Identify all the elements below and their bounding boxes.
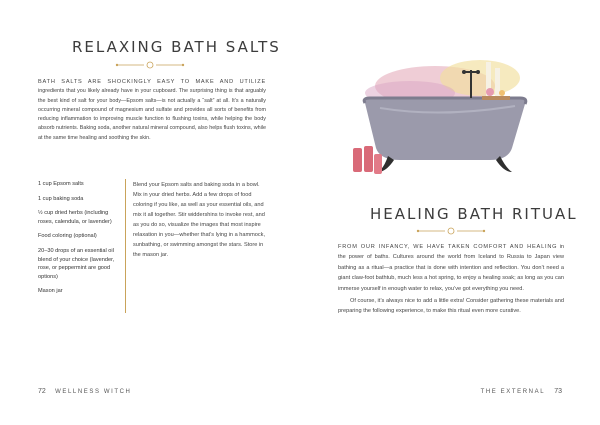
ingredient-item: ½ cup dried herbs (including roses, calendula, or lavender) [38,210,112,225]
page-footer [38,388,131,395]
ingredients-list [38,180,116,302]
intro-rest: ingredients that you likely already have in your cupboard. The surprising thing is that arguably the best kind of salt for your body—Epsom salts—is not actually a “salt” at all. It’s a naturally occurring mineral compound of magnesium and sulfate and provides all sorts of benefits from reducing inflammation to improving muscle function to flushing toxins, while helping the body absorb nutrients. Baking soda, another natural mineral compound, also helps flush toxins, while at the same time healing and soothing the skin. [38,88,266,141]
page-number: 73 [554,388,562,395]
ingredient-item: 1 cup Epsom salts [38,181,84,187]
page-number: 72 [38,388,46,395]
running-title: THE EXTERNAL [480,389,545,395]
bathtub-illustration [340,48,560,188]
ritual-body [338,242,564,317]
ritual-rest: in the power of baths. Cultures around the world from Iceland to Russia to Japan view bathing as a ritual—a practice that is done with intention and reflection. You don’t need a giant claw-foot bathtub, much less a hot spring, to enjoy a healing soak; as long as you can immerse yourself in enough water to relax, you’ve got everything you need. [338,244,564,292]
method-paragraph: Blend your Epsom salts and baking soda in a bowl. Mix in your dried herbs. Add a few drops of food coloring if you like, as well as your essential oils, and mix it all together. Stir widdershins to invoke rest, and as you do so, visualize the images that most inspire relaxation in you—whether that’s lying in a hammock, sunbathing, or swimming amongst the stars. Store in the mason jar. [133,182,266,258]
page-title: RELAXING BATH SALTS [72,38,281,56]
page-title: HEALING BATH RITUAL [370,205,578,223]
ingredient-item: 1 cup baking soda [38,195,84,202]
ingredient-item: Food coloring (optional) [38,233,97,240]
ritual-paragraph-2: Of course, it’s always nice to add a little extra! Consider gathering these materials and preparing the following experience, to make this ritual even more curative. [338,298,564,315]
divider-ornament [416,226,486,236]
running-title: WELLNESS WITCH [55,389,132,395]
intro-paragraph [38,78,266,143]
right-page [300,0,600,425]
divider-ornament [115,60,185,70]
ritual-lead: FROM OUR INFANCY, WE HAVE TAKEN COMFORT AND HEALING [338,244,558,250]
ingredient-item: Mason jar [38,288,63,295]
ritual-paragraph-1 [338,242,564,294]
page-footer [481,388,562,395]
intro-lead: BATH SALTS ARE SHOCKINGLY EASY TO MAKE AND UTILIZE [38,79,266,85]
column-divider [125,179,126,313]
ingredient-item: 20–30 drops of an essential oil blend of your choice (lavender, rose, or peppermint are good options) [38,247,115,280]
